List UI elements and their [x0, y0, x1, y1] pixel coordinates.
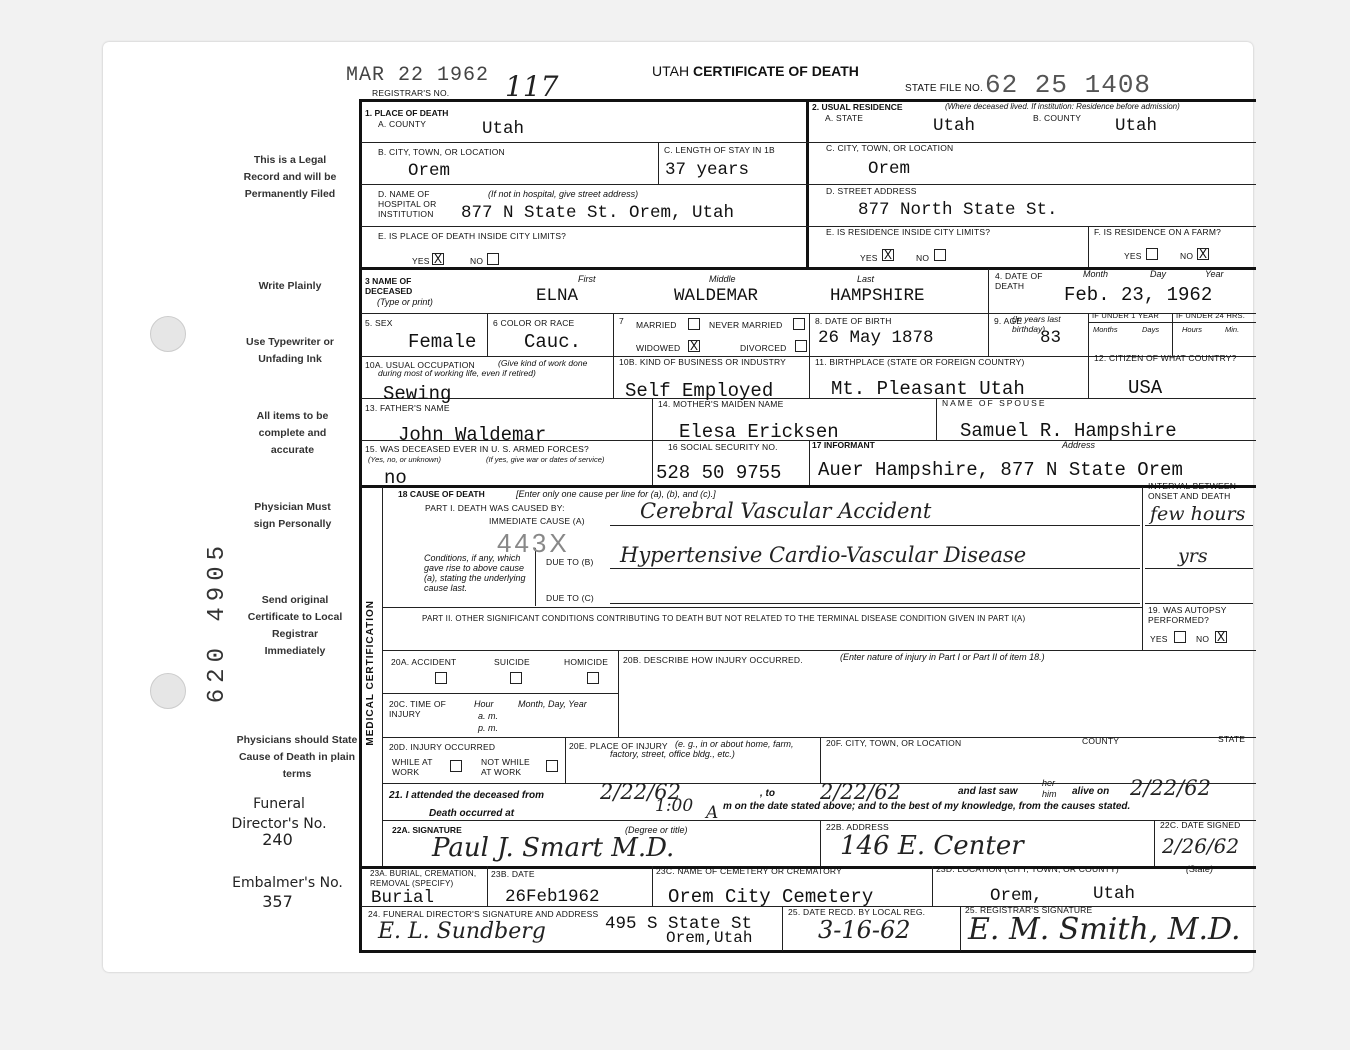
embalmer-label: Embalmer's No.: [232, 875, 343, 891]
hospital-value: 877 N State St. Orem, Utah: [461, 203, 735, 223]
first-name-value: ELNA: [536, 286, 579, 306]
sidebar-note-write: Write Plainly: [258, 280, 322, 292]
degree-label: (Degree or title): [625, 825, 688, 835]
attended-label: 21. I attended the deceased from: [389, 790, 545, 801]
physician-signature-label: 22A. SIGNATURE: [392, 825, 462, 835]
last-name-value: HAMPSHIRE: [830, 286, 925, 306]
armed-forces-value: no: [384, 467, 407, 489]
armed-forces-note2: (If yes, give war or dates of service): [486, 455, 605, 464]
sex-value: Female: [408, 331, 477, 353]
res-city-limits-yes-checkbox[interactable]: X: [883, 248, 893, 262]
death-city-limits-no-checkbox[interactable]: [487, 253, 499, 265]
res-farm-no-checkbox[interactable]: X: [1198, 247, 1208, 261]
res-farm-label: F. IS RESIDENCE ON A FARM?: [1094, 227, 1222, 237]
homicide-label: HOMICIDE: [564, 657, 609, 667]
death-city-limits-no-label: NO: [470, 256, 484, 266]
divorced-checkbox[interactable]: [795, 340, 807, 352]
divorced-label: DIVORCED: [740, 343, 787, 353]
cemetery-label: 23C. NAME OF CEMETERY OR CREMATORY: [656, 866, 842, 876]
death-city-limits-yes-checkbox[interactable]: X: [433, 252, 443, 266]
not-while-at-work-label: NOT WHILE AT WORK: [481, 757, 530, 777]
accident-checkbox[interactable]: [435, 672, 447, 684]
citizen-label: 12. CITIZEN OF WHAT COUNTRY?: [1094, 353, 1237, 363]
name-deceased-sub: (Type or print): [377, 297, 433, 307]
sidebar-note-send: Send original Certificate to Local Registrar Immediately: [247, 594, 343, 657]
hours-label: Hours: [1182, 325, 1203, 334]
state-file-no: 62 25 1408: [985, 70, 1152, 100]
spouse-value: Samuel R. Hampshire: [960, 420, 1177, 442]
injury-occurred-label: 20D. INJURY OCCURRED: [389, 742, 496, 752]
widowed-checkbox[interactable]: X: [689, 339, 699, 353]
cemetery-state-label: (State): [1186, 864, 1214, 874]
sidebar-note-physicians-state: Physicians should State Cause of Death in plain terms: [236, 734, 358, 780]
armed-forces-note1: (Yes, no, or unknown): [368, 455, 441, 464]
part2-label: PART II. OTHER SIGNIFICANT CONDITIONS CONTRIBUTING TO DEATH BUT NOT RELATED TO THE TERMINAL DISEASE CONDITION GIVEN IN PART I(A): [422, 614, 1026, 623]
res-street-label: D. STREET ADDRESS: [826, 186, 917, 196]
business-value: Self Employed: [625, 380, 774, 402]
date-recd-value: 3-16-62: [818, 916, 911, 944]
registrars-no: 117: [505, 70, 559, 103]
form-title: [652, 63, 859, 79]
date-of-death-label: 4. DATE OF DEATH: [995, 271, 1043, 291]
injury-description-note: (Enter nature of injury in Part I or Part II of item 18.): [840, 652, 1045, 662]
title-main: CERTIFICATE OF DEATH: [692, 63, 859, 79]
interval-a-value: few hours: [1150, 503, 1246, 525]
funeral-director-signature-label: 24. FUNERAL DIRECTOR'S SIGNATURE AND ADDRESS: [368, 909, 599, 919]
burial-value: Burial: [371, 888, 435, 908]
physician-address-label: 22B. ADDRESS: [826, 822, 889, 832]
cemetery-value: Orem City Cemetery: [668, 886, 874, 908]
injury-hour-label: Hour: [474, 699, 494, 709]
last-saw-label: and last saw: [958, 786, 1018, 797]
embalmer-no: 357: [262, 892, 293, 911]
death-occurred-label: Death occurred at: [429, 808, 515, 819]
death-county-value: Utah: [482, 119, 525, 139]
father-name-value: John Waldemar: [398, 424, 547, 446]
hospital-note: (If not in hospital, give street address): [488, 189, 639, 199]
days-label: Days: [1142, 325, 1160, 334]
death-month-label: Month: [1083, 269, 1109, 279]
res-county-label: B. COUNTY: [1033, 113, 1082, 123]
attended-to-label: , to: [760, 788, 775, 799]
res-city-value: Orem: [868, 159, 911, 179]
date-signed-label: 22C. DATE SIGNED: [1160, 820, 1241, 830]
her-label: her: [1042, 778, 1056, 788]
widowed-label: WIDOWED: [636, 343, 681, 353]
burial-date-label: 23B. DATE: [491, 869, 535, 879]
min-label: Min.: [1225, 325, 1240, 334]
death-city-value: Orem: [408, 161, 451, 181]
place-of-death-label: 1. PLACE OF DEATH: [365, 108, 449, 118]
attended-to-value: 2/22/62: [820, 780, 901, 804]
autopsy-yes-label: YES: [1150, 634, 1168, 644]
citizen-value: USA: [1128, 377, 1163, 399]
due-to-b-label: DUE TO (B): [546, 557, 594, 567]
autopsy-label: 19. WAS AUTOPSY PERFORMED?: [1148, 605, 1227, 625]
death-city-label: B. CITY, TOWN, OR LOCATION: [378, 147, 505, 157]
mother-name-value: Elesa Ericksen: [679, 421, 839, 443]
cause-a-value: Cerebral Vascular Accident: [640, 499, 932, 523]
date-stamp: MAR 22 1962: [346, 64, 490, 87]
ssn-label: 16 SOCIAL SECURITY NO.: [668, 442, 778, 452]
while-at-work-label: WHILE AT WORK: [392, 757, 433, 777]
alive-on-value: 2/22/62: [1130, 776, 1211, 800]
autopsy-no-checkbox[interactable]: X: [1216, 630, 1226, 644]
race-label: 6 COLOR OR RACE: [493, 318, 575, 328]
res-city-limits-yes-label: YES: [860, 253, 878, 263]
married-checkbox[interactable]: [688, 318, 700, 330]
autopsy-yes-checkbox[interactable]: [1174, 631, 1186, 643]
last-name-label: Last: [857, 274, 875, 284]
res-farm-no-label: NO: [1180, 251, 1194, 261]
death-occurred-am: A: [706, 803, 719, 823]
sex-label: 5. SEX: [365, 318, 393, 328]
cause-of-death-label: 18 CAUSE OF DEATH: [398, 489, 485, 499]
injury-am-label: a. m.: [478, 711, 499, 721]
injury-mdy-label: Month, Day, Year: [518, 699, 587, 709]
res-city-label: C. CITY, TOWN, OR LOCATION: [826, 143, 954, 153]
accident-label: 20A. ACCIDENT: [391, 657, 457, 667]
armed-forces-label: 15. WAS DECEASED EVER IN U. S. ARMED FORCES?: [365, 444, 589, 454]
under-24-hrs-label: IF UNDER 24 HRS.: [1176, 311, 1246, 320]
funeral-director-address-1: 495 S State St: [605, 914, 753, 934]
length-of-stay-value: 37 years: [665, 160, 750, 180]
race-value: Cauc.: [524, 331, 582, 353]
death-statement: m on the date stated above; and to the best of my knowledge, from the causes stated.: [723, 801, 1131, 812]
not-while-at-work-checkbox[interactable]: [546, 760, 558, 772]
cemetery-state-value: Utah: [1093, 884, 1136, 904]
date-of-birth-label: 8. DATE OF BIRTH: [815, 316, 892, 326]
informant-value: Auer Hampshire, 877 N State Orem: [818, 459, 1183, 481]
ssn-value: 528 50 9755: [656, 462, 782, 484]
homicide-checkbox[interactable]: [587, 672, 599, 684]
death-occurred-time: 1:00: [655, 796, 694, 816]
conditions-note: Conditions, if any, which gave rise to above cause (a), stating the underlying cause last.: [424, 553, 526, 593]
age-value: 83: [1040, 328, 1062, 348]
res-city-limits-no-label: NO: [916, 253, 930, 263]
death-day-label: Day: [1150, 269, 1167, 279]
mother-name-label: 14. MOTHER'S MAIDEN NAME: [658, 399, 784, 409]
interval-label: INTERVAL BETWEEN ONSET AND DEATH: [1148, 481, 1237, 501]
age-label: 9. AGE: [994, 316, 1023, 326]
autopsy-no-label: NO: [1196, 634, 1210, 644]
sidebar-note-typewriter: Use Typewriter or Unfading Ink: [246, 336, 334, 365]
months-label: Months: [1093, 325, 1118, 334]
registrar-signature-label: 25. REGISTRAR'S SIGNATURE: [965, 905, 1093, 915]
cause-code: 443X: [497, 528, 570, 558]
funeral-director-label: Funeral Director's No.: [231, 796, 327, 832]
middle-name-label: Middle: [709, 274, 736, 284]
due-to-c-label: DUE TO (C): [546, 593, 594, 603]
res-farm-yes-label: YES: [1124, 251, 1142, 261]
res-city-limits-no-checkbox[interactable]: [934, 249, 946, 261]
while-at-work-checkbox[interactable]: [450, 760, 462, 772]
usual-residence-note: (Where deceased lived. If institution: Residence before admission): [945, 102, 1180, 111]
death-county-label: A. COUNTY: [378, 119, 427, 129]
date-signed-value: 2/26/62: [1162, 834, 1240, 858]
res-farm-yes-checkbox[interactable]: [1146, 248, 1158, 260]
state-file-label: STATE FILE NO.: [905, 83, 983, 94]
cause-of-death-instruction: [Enter only one cause per line for (a), (b), and (c).]: [516, 489, 716, 499]
occupation-note: (Give kind of work done during most of working life, even if retired): [378, 358, 588, 378]
time-of-injury-label: 20C. TIME OF INJURY: [389, 699, 447, 719]
under-1-year-label: IF UNDER 1 YEAR: [1092, 311, 1160, 320]
name-deceased-label: 3 NAME OF DECEASED: [365, 276, 413, 296]
suicide-checkbox[interactable]: [510, 672, 522, 684]
death-city-limits-yes-label: YES: [412, 256, 430, 266]
injury-description-label: 20B. DESCRIBE HOW INJURY OCCURRED.: [623, 655, 803, 665]
place-of-injury-label: 20E. PLACE OF INJURY: [569, 741, 668, 751]
cemetery-location-label: 23D. LOCATION (CITY, TOWN, OR COUNTY): [936, 864, 1119, 874]
usual-residence-label: 2. USUAL RESIDENCE: [812, 102, 903, 112]
birthplace-label: 11. BIRTHPLACE (STATE OR FOREIGN COUNTRY): [815, 357, 1025, 367]
marital-label: 7: [619, 316, 624, 326]
occupation-value: Sewing: [383, 383, 452, 405]
death-year-label: Year: [1205, 269, 1224, 279]
never-married-checkbox[interactable]: [793, 318, 805, 330]
business-label: 10B. KIND OF BUSINESS OR INDUSTRY: [619, 357, 787, 367]
middle-name-value: WALDEMAR: [674, 286, 759, 306]
funeral-director-no: 240: [262, 830, 293, 849]
funeral-director-signature: E. L. Sundberg: [378, 919, 546, 944]
informant-address-label: Address: [1062, 440, 1096, 450]
married-label: MARRIED: [636, 320, 677, 330]
length-of-stay-label: C. LENGTH OF STAY IN 1B: [664, 145, 775, 155]
immediate-cause-label: IMMEDIATE CAUSE (A): [489, 516, 585, 526]
sidebar-note-legal: This is a Legal Record and will be Permanently Filed: [243, 154, 337, 200]
interval-b-value: yrs: [1178, 545, 1208, 567]
place-of-injury-note: (e. g., in or about home, farm, factory, street, office bldg., etc.): [610, 739, 794, 759]
injury-state-label: STATE: [1218, 734, 1246, 744]
burial-label: 23A. BURIAL, CREMATION, REMOVAL (SPECIFY): [370, 869, 477, 888]
injury-city-label: 20F. CITY, TOWN, OR LOCATION: [826, 738, 962, 748]
suicide-label: SUICIDE: [494, 657, 530, 667]
res-state-value: Utah: [933, 116, 976, 136]
him-label: him: [1042, 789, 1057, 799]
vertical-number: 620 4905: [204, 540, 231, 704]
punch-hole-bottom: [150, 673, 186, 709]
age-note: (In years last birthday): [1012, 314, 1061, 334]
never-married-label: NEVER MARRIED: [709, 320, 783, 330]
sidebar-note-complete: All items to be complete and accurate: [256, 410, 329, 456]
death-city-limits-label: E. IS PLACE OF DEATH INSIDE CITY LIMITS?: [378, 231, 567, 241]
father-name-label: 13. FATHER'S NAME: [365, 403, 450, 413]
injury-pm-label: p. m.: [478, 723, 499, 733]
alive-on-label: alive on: [1072, 786, 1110, 797]
res-street-value: 877 North State St.: [858, 200, 1058, 220]
res-county-value: Utah: [1115, 116, 1158, 136]
burial-date-value: 26Feb1962: [505, 887, 600, 907]
sidebar-note-physician: Physician Must sign Personally: [253, 501, 332, 530]
occupation-label: 10A. USUAL OCCUPATION: [365, 360, 475, 370]
spouse-label: NAME OF SPOUSE: [942, 398, 1047, 408]
part1-label: PART I. DEATH WAS CAUSED BY:: [425, 503, 565, 513]
hospital-label: D. NAME OF HOSPITAL OR INSTITUTION: [378, 189, 437, 219]
medical-certification-label: MEDICAL CERTIFICATION: [365, 600, 376, 746]
registrar-signature: E. M. Smith, M.D.: [968, 912, 1241, 947]
punch-hole-top: [150, 316, 186, 352]
injury-county-label: COUNTY: [1082, 736, 1120, 746]
date-of-death-value: Feb. 23, 1962: [1064, 284, 1213, 306]
res-city-limits-label: E. IS RESIDENCE INSIDE CITY LIMITS?: [826, 227, 991, 237]
physician-address-value: 146 E. Center: [840, 831, 1024, 861]
cemetery-city-value: Orem,: [990, 886, 1043, 906]
attended-from-value: 2/22/62: [600, 780, 681, 804]
funeral-director-address-2: Orem,Utah: [666, 929, 753, 947]
date-recd-label: 25. DATE RECD. BY LOCAL REG.: [788, 907, 926, 917]
res-state-label: A. STATE: [825, 113, 864, 123]
first-name-label: First: [578, 274, 596, 284]
physician-signature: Paul J. Smart M.D.: [432, 833, 675, 863]
cause-b-value: Hypertensive Cardio-Vascular Disease: [620, 543, 1027, 567]
registrars-no-label: REGISTRAR'S NO.: [372, 88, 450, 98]
title-prefix: UTAH: [652, 63, 690, 79]
informant-label: 17 INFORMANT: [812, 440, 875, 450]
date-of-birth-value: 26 May 1878: [818, 328, 934, 348]
birthplace-value: Mt. Pleasant Utah: [831, 378, 1025, 400]
